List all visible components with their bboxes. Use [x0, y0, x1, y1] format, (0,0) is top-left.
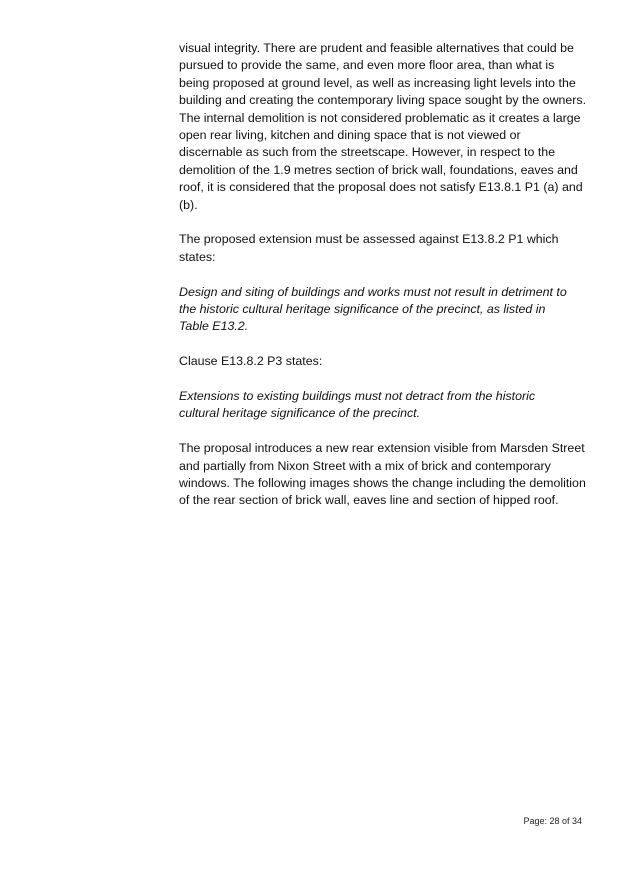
quote-line: Design and siting of buildings and works must not result in detriment to: [179, 284, 567, 299]
quote-clause-p1: [179, 284, 583, 336]
text-line: The proposal introduces a new rear extension visible from Marsden Street: [179, 441, 585, 456]
text-line: pursued to provide the same, and even more floor area, than what is: [179, 58, 555, 73]
body-text: [179, 40, 587, 510]
text-line: The proposed extension must be assessed against E13.8.2 P1 which: [179, 232, 559, 247]
text-line: Clause E13.8.2 P3 states:: [179, 354, 323, 369]
paragraph-demolition-assessment: [179, 40, 587, 214]
quote-line: Extensions to existing buildings must not detract from the historic: [179, 389, 536, 404]
text-line: windows. The following images shows the change including the demolition: [179, 476, 586, 491]
paragraph-clause-p3-intro: [179, 353, 583, 370]
text-line: open rear living, kitchen and dining space that is not viewed or: [179, 128, 521, 143]
paragraph-proposal-description: [179, 440, 586, 510]
text-line: of the rear section of brick wall, eaves line and section of hipped roof.: [179, 493, 559, 508]
page-number: Page: 28 of 34: [523, 816, 582, 826]
text-line: visual integrity. There are prudent and feasible alternatives that could be: [179, 41, 574, 55]
text-line: (b).: [179, 197, 198, 212]
quote-line: cultural heritage significance of the precinct.: [179, 406, 421, 421]
quote-clause-p3: [179, 388, 583, 423]
text-line: being proposed at ground level, as well as increasing light levels into the: [179, 75, 576, 90]
text-line: discernable as such from the streetscape. However, in respect to the: [179, 145, 556, 160]
quote-line: the historic cultural heritage significance of the precinct, as listed in: [179, 302, 546, 317]
text-line: roof, it is considered that the proposal does not satisfy E13.8.1 P1 (a) and: [179, 180, 583, 195]
text-line: demolition of the 1.9 metres section of brick wall, foundations, eaves and: [179, 162, 578, 177]
quote-line: Table E13.2.: [179, 319, 249, 334]
text-line: building and creating the contemporary living space sought by the owners.: [179, 93, 587, 108]
text-line: states:: [179, 249, 216, 264]
text-line: and partially from Nixon Street with a mix of brick and contemporary: [179, 458, 551, 473]
paragraph-extension-assessment: [179, 231, 583, 266]
text-line: The internal demolition is not considered problematic as it creates a large: [179, 110, 581, 125]
